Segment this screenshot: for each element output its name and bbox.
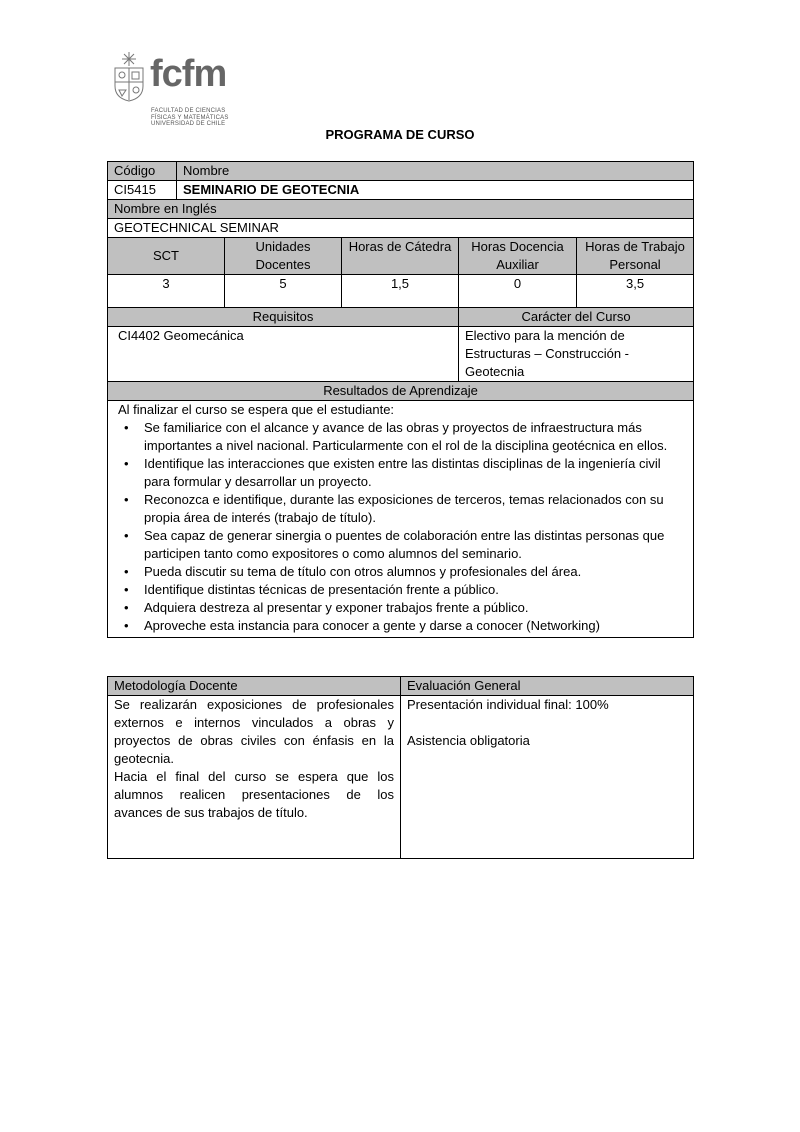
page-title: PROGRAMA DE CURSO: [325, 127, 475, 142]
course-code: CI5415: [108, 181, 177, 199]
evaluation-item: Asistencia obligatoria: [407, 733, 530, 748]
list-item: • Identifique las interacciones que existen entre las distintas disciplinas de la ingeniería civil para formular y desarrollar un proyecto.: [144, 455, 687, 491]
list-item: • Aproveche esta instancia para conocer a gente y darse a conocer (Networking): [144, 617, 687, 635]
character-value: Electivo para la mención de Estructuras – Construcción - Geotecnia: [459, 327, 694, 382]
list-item: • Identifique distintas técnicas de presentación frente a público.: [144, 581, 687, 599]
list-item: • Pueda discutir su tema de título con otros alumnos y profesionales del área.: [144, 563, 687, 581]
learning-outcomes-label: Resultados de Aprendizaje: [108, 382, 694, 401]
methodology-text: [108, 696, 401, 859]
learning-intro: Al finalizar el curso se espera que el estudiante:: [118, 402, 395, 417]
methodology-label: Metodología Docente: [108, 677, 401, 696]
english-name-label: Nombre en Inglés: [108, 200, 694, 219]
personal-hours-value: 3,5: [577, 275, 694, 308]
list-item: • Reconozca e identifique, durante las exposiciones de terceros, temas relacionados con su propia área de interés (trabajo de título).: [144, 491, 687, 527]
list-item: • Adquiera destreza al presentar y exponer trabajos frente a público.: [144, 599, 687, 617]
personal-hours-header: Horas de Trabajo Personal: [577, 238, 694, 275]
evaluation-item: Presentación individual final: 100%: [407, 697, 609, 712]
aux-hours-header: Horas Docencia Auxiliar: [459, 238, 577, 275]
methodology-table: [107, 676, 694, 859]
lecture-hours-header: Horas de Cátedra: [342, 238, 459, 275]
learning-outcomes: [108, 401, 694, 638]
list-item: • Se familiarice con el alcance y avance de las obras y proyectos de infraestructura más importantes a nivel nacional. Particularmente con el rol de la disciplina geotécnica en ellos.: [144, 419, 687, 455]
aux-hours-value: 0: [459, 275, 577, 308]
teaching-units-value: 5: [225, 275, 342, 308]
evaluation-text: [401, 696, 694, 859]
evaluation-label: Evaluación General: [401, 677, 694, 696]
methodology-paragraph: Hacia el final del curso se espera que los alumnos realicen presentaciones de los avances de sus trabajos de título.: [114, 769, 394, 820]
teaching-units-header: Unidades Docentes: [225, 238, 342, 275]
fcfm-logo: [112, 46, 242, 130]
course-name: SEMINARIO DE GEOTECNIA: [183, 182, 360, 197]
fcfm-logo-subtitle: FACULTAD DE CIENCIAS FÍSICAS Y MATEMÁTICAS UNIVERSIDAD DE CHILE: [151, 108, 229, 127]
requirements-value: CI4402 Geomecánica: [108, 327, 459, 382]
lecture-hours-value: 1,5: [342, 275, 459, 308]
course-program-table: [107, 161, 694, 638]
fcfm-logo-text: fcfm: [150, 53, 227, 95]
list-item: • Sea capaz de generar sinergia o puentes de colaboración entre las distintas personas que participen tanto como expositores o como alumnos del seminario.: [144, 527, 687, 563]
sct-value: 3: [108, 275, 225, 308]
sct-header: SCT: [108, 238, 225, 275]
character-label: Carácter del Curso: [459, 308, 694, 327]
university-shield-icon: [112, 50, 146, 102]
requirements-label: Requisitos: [108, 308, 459, 327]
name-label: Nombre: [183, 163, 230, 178]
methodology-paragraph: Se realizarán exposiciones de profesionales externos e internos vinculados a obras y proyectos de obras civiles con énfasis en la geotecnia.: [114, 697, 394, 766]
english-name: GEOTECHNICAL SEMINAR: [108, 219, 694, 238]
learning-outcomes-list: [118, 419, 687, 635]
code-label: Código: [108, 162, 177, 180]
